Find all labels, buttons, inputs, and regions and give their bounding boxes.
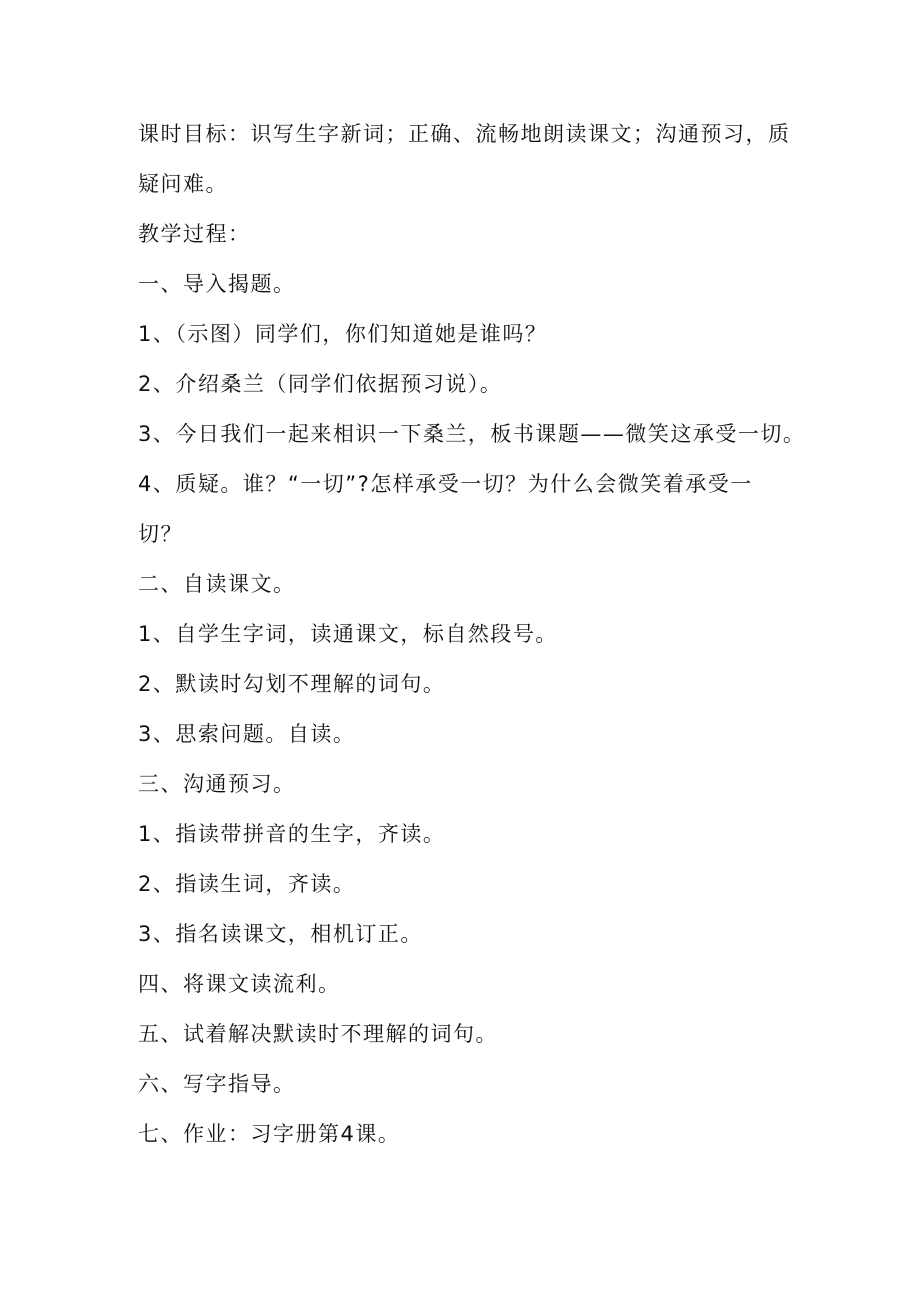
process-heading: 教学过程： [138, 222, 251, 246]
section-heading-2: 二、自读课文。 [138, 572, 296, 596]
list-item-continuation: 切？ [138, 522, 183, 546]
section-heading-1: 一、导入揭题。 [138, 272, 296, 296]
section-heading-5: 五、试着解决默读时不理解的词句。 [138, 1022, 498, 1046]
section-heading-7: 七、作业：习字册第4课。 [138, 1122, 401, 1146]
section-heading-3: 三、沟通预习。 [138, 772, 296, 796]
section-heading-6: 六、写字指导。 [138, 1072, 296, 1096]
objective-line-1: 课时目标：识写生字新词；正确、流畅地朗读课文；沟通预习，质 [138, 122, 791, 146]
list-item: 4、质疑。谁？“一切”?怎样承受一切？为什么会微笑着承受一 [138, 472, 753, 496]
list-item: 1、（示图）同学们，你们知道她是谁吗？ [138, 322, 548, 346]
objective-line-2: 疑问难。 [138, 172, 228, 196]
lesson-plan-text [138, 112, 806, 1162]
list-item: 1、自学生字词，读通课文，标自然段号。 [138, 622, 558, 646]
section-heading-4: 四、将课文读流利。 [138, 972, 341, 996]
list-item: 2、指读生词，齐读。 [138, 872, 356, 896]
list-item: 3、指名读课文，相机订正。 [138, 922, 423, 946]
list-item: 3、今日我们一起来相识一下桑兰，板书课题——微笑这承受一切。 [138, 422, 806, 446]
list-item: 3、思索问题。自读。 [138, 722, 356, 746]
list-item: 2、默读时勾划不理解的词句。 [138, 672, 446, 696]
list-item: 2、介绍桑兰（同学们依据预习说）。 [138, 372, 503, 396]
list-item: 1、指读带拼音的生字，齐读。 [138, 822, 446, 846]
